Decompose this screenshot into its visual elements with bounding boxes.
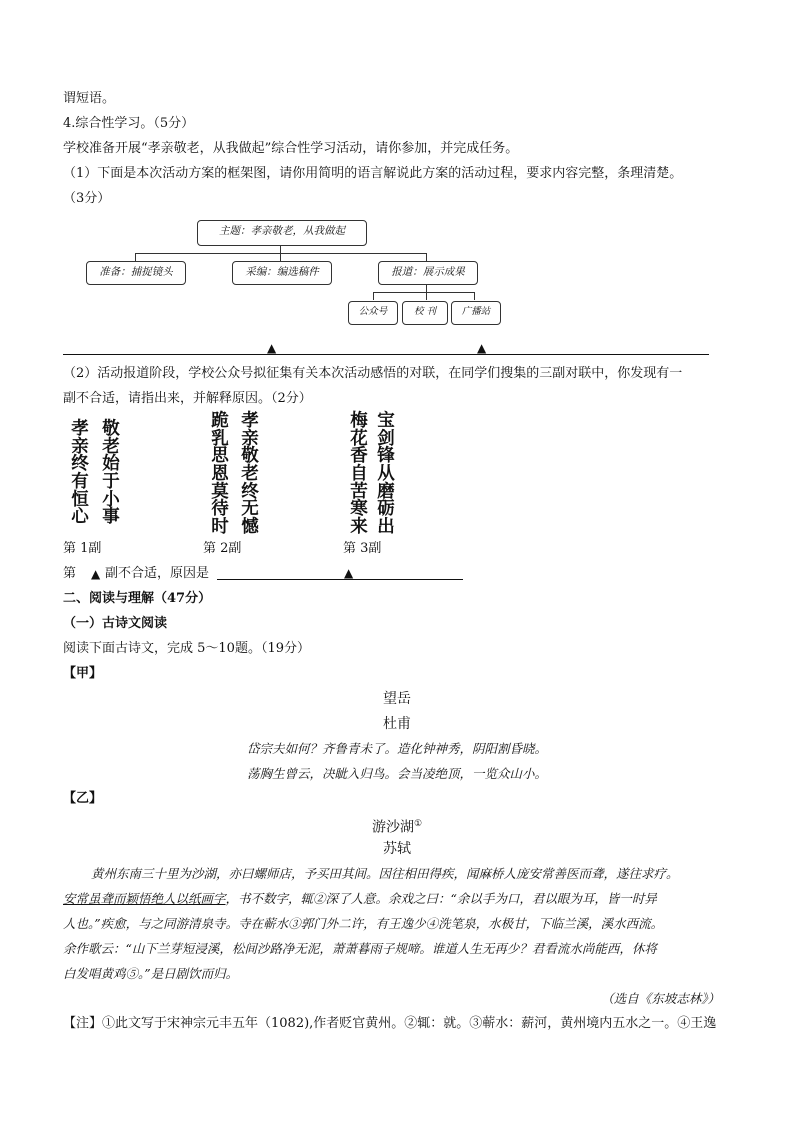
jia-label: 【甲】 (63, 666, 103, 681)
couplet-2-left: 跪 乳 思 恩 莫 待 时 (211, 411, 229, 538)
poem-author: 杜甫 (383, 716, 411, 732)
blank-marker: ▲ (477, 341, 487, 355)
prose-title (0, 814, 794, 838)
prose-paragraph-line-4: 余作歌云：“山下兰芽短浸溪，松间沙路净无泥，萧萧暮雨子规啼。谁道人生无再少？君看流水尚能西，休将 (63, 941, 657, 956)
poem-title: 望岳 (383, 691, 411, 707)
prose-title-note: ① (413, 819, 423, 829)
flow-theme-box: 主题：孝亲敬老，从我做起 (197, 220, 367, 246)
answer-mid: 副不合适，原因是 (105, 566, 210, 581)
yi-label: 【乙】 (63, 791, 103, 806)
reading-intro: 阅读下面古诗文，完成 5～10题。（19分） (63, 641, 310, 656)
underlined-sentence: 安常虽聋而颖悟绝人以纸画字 (63, 891, 226, 906)
prose-paragraph-line-3: 人也。”疾愈，与之同游清泉寺。寺在蕲水③郭门外二许，有王逸少④洗笔泉，水极甘，下临兰溪，溪水西流。 (63, 916, 664, 931)
flow-connector (280, 253, 281, 261)
q4-sub2-line1: （2）活动报道阶段，学校公众号拟征集有关本次活动感悟的对联，在同学们搜集的三副对联中，你发现有一 (63, 366, 683, 381)
flow-connector (474, 292, 475, 300)
flow-connector (280, 245, 281, 253)
answer-line (63, 354, 709, 355)
flow-connector (135, 253, 136, 261)
section2-title: 二、阅读与理解（47分） (63, 591, 212, 606)
q4-sub1-line1: （1）下面是本次活动方案的框架图，请你用简明的语言解说此方案的活动过程，要求内容完整，条理清楚。 (63, 166, 683, 181)
q4-sub2-line2: 副不合适，请指出来，并解释原因。（2分） (63, 391, 312, 406)
poem-line-1: 岱宗夫如何？齐鲁青未了。造化钟神秀，阴阳割昏晓。 (246, 741, 547, 756)
prose-source: （选自《东坡志林》） (601, 991, 720, 1006)
subsection1-title: （一）古诗文阅读 (63, 616, 168, 631)
couplet-1-left: 孝 亲 终 有 恒 心 (71, 419, 89, 528)
prose-line-2-rest: ，书不数字，辄②深了人意。余戏之曰：“余以手为口，君以眼为耳，皆一时异 (225, 891, 657, 906)
poem-line-2: 荡胸生曾云，决眦入归鸟。会当凌绝顶，一览众山小。 (246, 766, 547, 781)
q4-title: 4.综合性学习。（5分） (63, 116, 195, 131)
couplet-3-label: 第 3副 (343, 541, 382, 556)
flow-channel-wechat: 公众号 (348, 301, 398, 325)
couplet-1-label: 第 1副 (63, 541, 102, 556)
answer-blank-line (217, 579, 463, 580)
flow-channel-radio: 广播站 (451, 301, 501, 325)
prose-paragraph-line-1: 黄州东南三十里为沙湖，亦曰螺师店，予买田其间。因往相田得疾，闻麻桥人庞安常善医而聋，遂往求疗。 (91, 866, 679, 881)
flow-connector (426, 253, 427, 261)
couplet-3-right: 宝 剑 锋 从 磨 砺 出 (377, 411, 395, 538)
q4-sub1-line2: （3分） (63, 191, 111, 206)
q4-intro: 学校准备开展“孝亲敬老，从我做起”综合性学习活动，请你参加，并完成任务。 (63, 141, 519, 156)
flow-prepare-box: 准备：捕捉镜头 (86, 261, 186, 285)
blank-marker: ▲ (344, 566, 354, 580)
couplet-2-right: 孝 亲 敬 老 终 无 憾 (241, 411, 259, 538)
prose-paragraph-line-2 (63, 889, 657, 909)
flow-connector (373, 292, 475, 293)
answer-prefix: 第 (63, 566, 77, 581)
couplet-3-left: 梅 花 香 自 苦 寒 来 (350, 411, 368, 538)
blank-marker: ▲ (91, 567, 101, 581)
couplet-1-right: 敬 老 始 于 小 事 (102, 419, 120, 528)
flow-report-box: 报道：展示成果 (378, 261, 478, 285)
flow-edit-box: 采编：编选稿件 (232, 261, 332, 285)
prose-paragraph-line-5: 白发唱黄鸡⑤。”是日剧饮而归。 (63, 966, 239, 981)
flow-connector (426, 292, 427, 300)
blank-marker: ▲ (267, 341, 277, 355)
flow-connector (426, 284, 427, 292)
flow-channel-magazine: 校 刊 (402, 301, 448, 325)
footnote: 【注】①此文写于宋神宗元丰五年（1082),作者贬官黄州。②辄：就。③蕲水：薪河，黄州境内五水之一。④王逸 (63, 1016, 717, 1031)
prose-author: 苏轼 (383, 841, 411, 857)
flow-connector (373, 292, 374, 300)
top-line-text: 谓短语。 (63, 91, 116, 106)
prose-title-text: 游沙湖 (371, 819, 414, 836)
couplet-2-label: 第 2副 (203, 541, 242, 556)
